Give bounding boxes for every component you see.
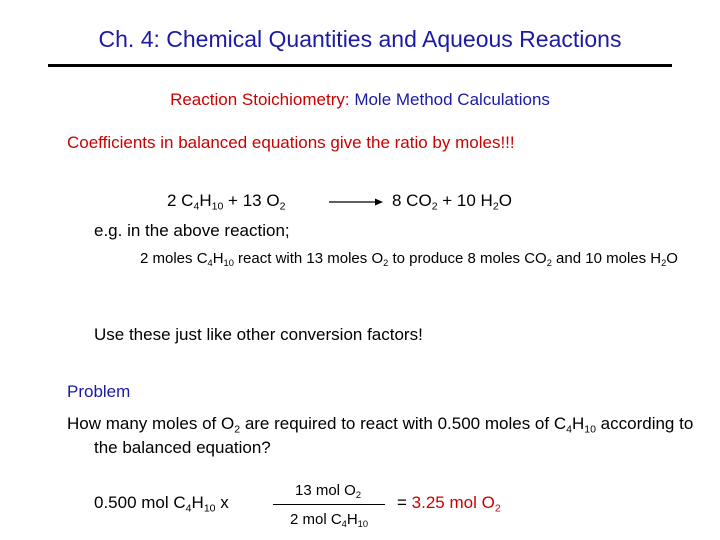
- equation-reactants: 2 $C_4H_{10} + 13$ $O_2$: [167, 191, 286, 213]
- solution-answer: 3.25 mol $O_2$: [411, 493, 501, 515]
- title-divider: [48, 64, 672, 67]
- subtitle-topic: Reaction Stoichiometry:: [170, 90, 355, 109]
- problem-heading: Problem: [67, 382, 131, 401]
- slide-title: Ch. 4: Chemical Quantities and Aqueous Reactions: [98, 26, 622, 52]
- example-intro: e.g. in the above reaction;: [94, 221, 290, 240]
- conversion-note: Use these just like other conversion factors!: [94, 325, 423, 344]
- conversion-numerator: 13 mol $O_2$: [294, 482, 362, 500]
- solution-given: 0.500 mol $C_4H_{10}$ x: [94, 493, 229, 515]
- equals-sign: =: [397, 493, 407, 512]
- conversion-denominator: 2 mol $C_4H_{10}$: [289, 511, 369, 529]
- solution-equals: [397, 493, 501, 513]
- subtitle-method: Mole Method Calculations: [354, 90, 550, 109]
- equation-products: 8 $CO_2 + 10$ $H_2O$: [392, 191, 512, 213]
- problem-text: How many moles of $O_2$ are required to react with 0.500 moles of $C_4H_{10}$ according to the balanced equation?: [67, 414, 694, 457]
- fraction-bar: [273, 504, 385, 505]
- coefficients-statement: Coefficients in balanced equations give the ratio by moles!!!: [67, 133, 515, 152]
- slide-subtitle: [0, 90, 720, 110]
- reaction-arrow-icon: [329, 197, 383, 207]
- example-detail: 2 moles $C_4H_{10}$ react with 13 moles $O_2$ to produce 8 moles $CO_2$ and 10 moles $H_2O$: [140, 250, 678, 268]
